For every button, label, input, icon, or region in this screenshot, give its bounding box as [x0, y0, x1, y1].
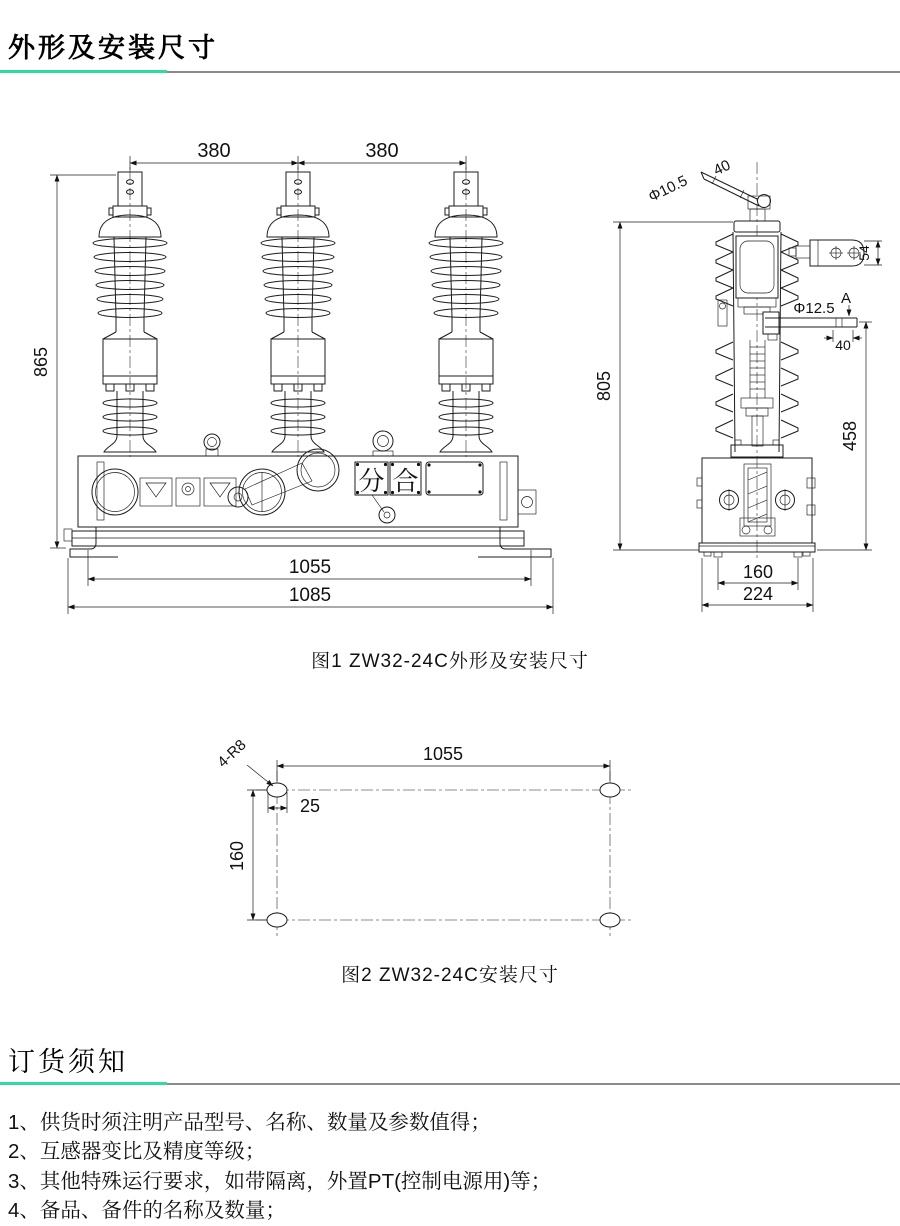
ordering-note-item: 4、备品、备件的名称及数量； — [8, 1199, 286, 1223]
underline-gray — [167, 1083, 900, 1085]
figure2-dimensions — [214, 736, 610, 920]
ordering-section-title: 订货须知 — [8, 1047, 128, 1077]
front-view-mechanism-box — [64, 431, 551, 557]
dim-pattern-height: 160 — [227, 840, 247, 872]
terminal-pad-detail — [789, 240, 864, 266]
side-view-dimensions — [594, 157, 882, 612]
dim-pole-spacing-left: 380 — [197, 140, 231, 162]
dim-mount-width: 1055 — [288, 557, 332, 578]
dim-side-height: 805 — [594, 370, 614, 402]
figure2-caption: 图2 ZW32-24C安装尺寸 — [341, 965, 559, 986]
dim-terminal-flat: 40 — [710, 156, 734, 180]
title-underline — [0, 70, 900, 73]
dim-pole-spacing-right: 380 — [365, 140, 399, 162]
dim-overall-width: 1085 — [288, 585, 332, 606]
underline-gray — [167, 71, 900, 73]
ordering-notes-list — [8, 1108, 888, 1226]
side-view — [697, 162, 864, 558]
figure1-drawing — [0, 130, 900, 630]
open-indicator-label: 分 — [358, 466, 385, 496]
dim-foot-pitch: 160 — [742, 562, 774, 582]
close-indicator-label: 合 — [392, 466, 419, 496]
dim-total-height: 865 — [31, 346, 51, 378]
dim-lower-flat: 40 — [835, 337, 851, 353]
dim-lower-hole: Φ12.5 — [793, 300, 835, 317]
dim-body-height: 458 — [840, 420, 860, 452]
dim-base-depth: 224 — [742, 584, 774, 604]
underline-accent — [0, 1082, 167, 1085]
underline-accent — [0, 70, 167, 73]
ordering-underline — [0, 1082, 900, 1085]
ordering-note-item: 1、供货时须注明产品型号、名称、数量及参数值得； — [8, 1111, 491, 1134]
section-view-label: A — [840, 290, 852, 307]
dim-terminal-hole: Φ10.5 — [645, 172, 691, 206]
dim-pattern-width: 1055 — [422, 744, 464, 764]
ordering-note-item: 3、其他特殊运行要求，如带隔离，外置PT(控制电源用)等； — [8, 1169, 552, 1193]
page-title: 外形及安装尺寸 — [8, 33, 218, 63]
dim-pad-width: 54 — [856, 245, 872, 261]
hole-spec-label: 4-R8 — [214, 736, 250, 772]
front-view-poles — [93, 167, 503, 457]
figure1-caption: 图1 ZW32-24C外形及安装尺寸 — [311, 651, 589, 672]
ordering-note-item: 2、互感器变比及精度等级； — [8, 1140, 266, 1164]
figure2-drawing — [0, 735, 900, 950]
dim-slot-width: 25 — [300, 796, 321, 816]
